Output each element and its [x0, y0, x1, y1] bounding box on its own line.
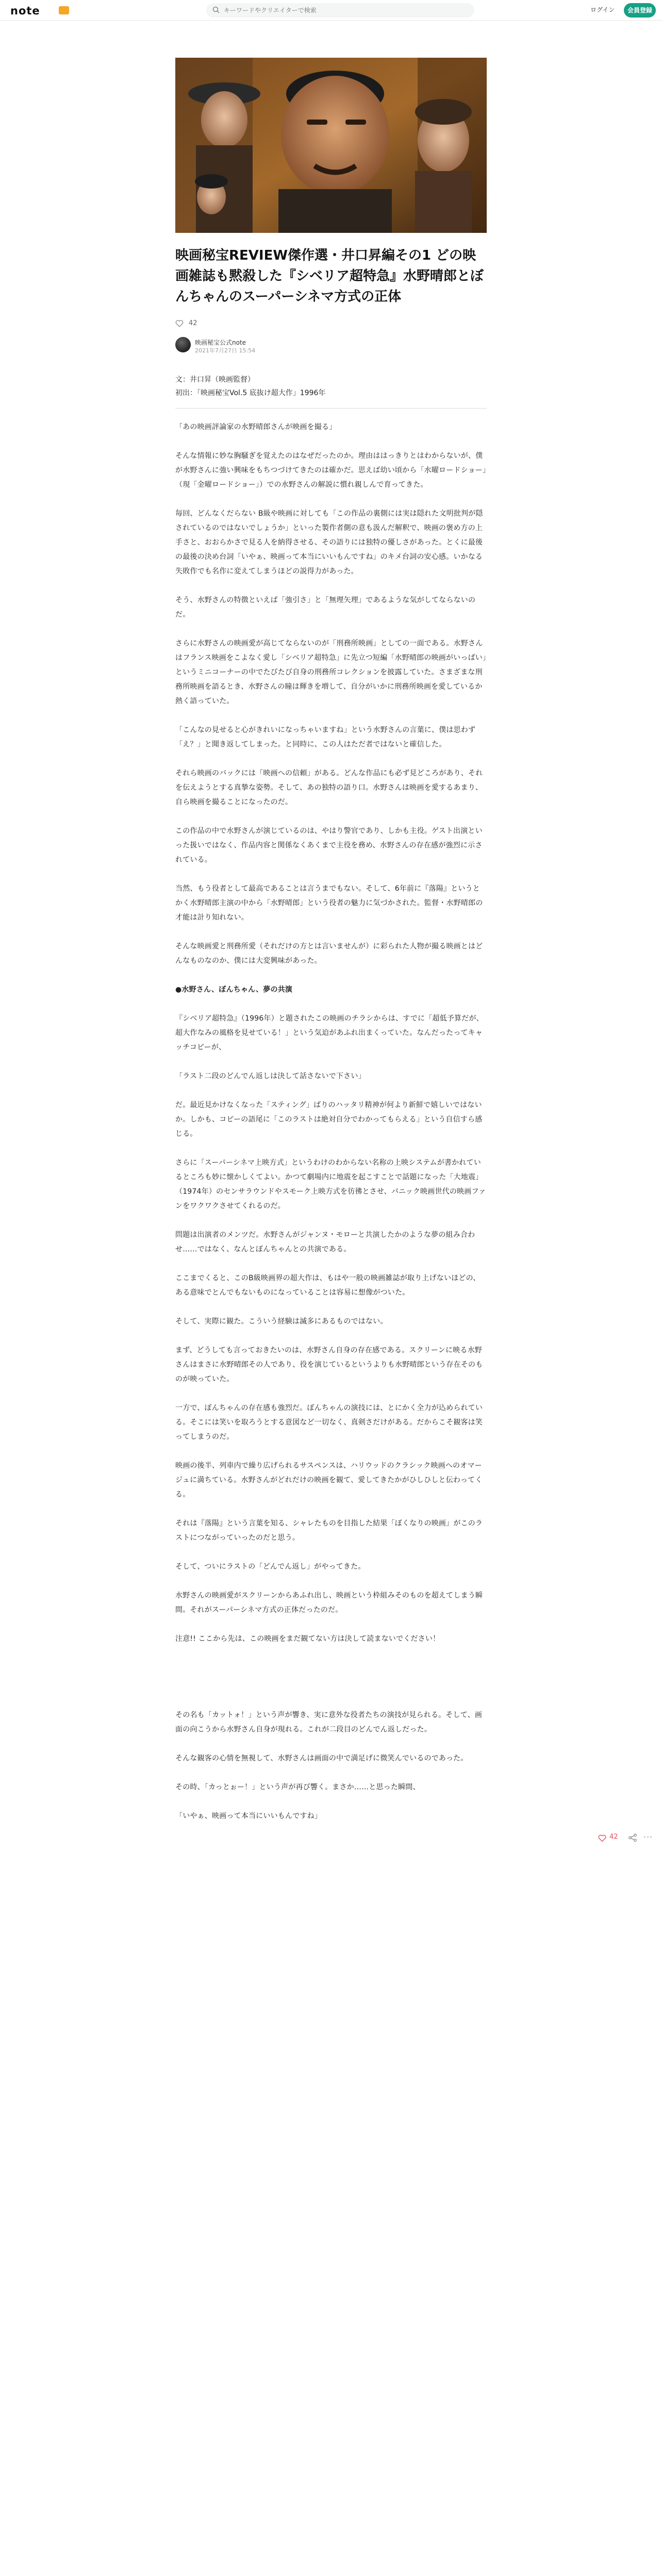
body-paragraph: だ。最近見かけなくなった「スティング」ばりのハッタリ精神が何より新鮮で嬉しいではないか。しかも、コピーの語尾に「このラストは絶対自分でわかってもらえる」という自信すら感じる。 [175, 1101, 483, 1138]
article-body [175, 420, 487, 1823]
body-paragraph: 『シベリア超特急』（1996年）と題されたこの映画のチラシからは、すでに「超低予算だが、超大作なみの風格を見せている！」という気迫があふれ出まくっていた。なんだったってキャッチコピーが、 [175, 1014, 484, 1052]
note-logo[interactable]: note [10, 5, 40, 17]
more-options-icon[interactable]: ··· [643, 1832, 653, 1842]
body-paragraph: そして、ついにラストの「どんでん返し」がやってきた。 [175, 1563, 366, 1571]
hero-poster-art [175, 58, 487, 233]
body-paragraph: まず、どうしても言っておきたいのは、水野さん自身の存在感である。スクリーンに映る水野さんはまさに水野晴郎その人であり、役を演じているというよりも水野晴郎という存在そのものが映っていた。 [175, 1346, 483, 1383]
body-paragraph: 問題は出演者のメンツだ。水野さんがジャンヌ・モローと共演したかのような夢の組み合わせ……ではなく、なんとぼんちゃんとの共演である。 [175, 1231, 475, 1253]
like-heart-icon[interactable] [598, 1834, 606, 1842]
body-paragraph: 「あの映画評論家の水野晴郎さんが映画を撮る」 [175, 423, 337, 431]
body-paragraph: そんな観客の心情を無視して、水野さんは画面の中で満足げに微笑んでいるのであった。 [175, 1754, 468, 1762]
article [175, 245, 487, 1838]
hero-image [175, 58, 487, 233]
spoiler-warning: 注意!! ここから先は、この映画をまだ観てない方は決して読まないでください！ [175, 1635, 440, 1643]
body-paragraph: 一方で、ぼんちゃんの存在感も強烈だ。ぼんちゃんの演技には、とにかく全力が込められている。そこには笑いを取ろうとする意図など一切なく、真剣さだけがある。だからこそ観客は笑ってしまうのだ。 [175, 1404, 483, 1441]
author-row [175, 337, 487, 355]
body-paragraph: 「ラスト二段のどんでん返しは決して話さないで下さい」 [175, 1072, 366, 1080]
body-paragraph: それら映画のバックには「映画への信頼」がある。どんな作品にも必ず見どころがあり、それを伝えようとする真摯な姿勢。そして、あの独特の語り口。水野さんは映画を愛するあまり、自ら映画を撮ることになったのだ。 [175, 769, 483, 806]
search-icon [212, 6, 220, 13]
body-paragraph: ここまでくると、このB級映画界の超大作は、もはや一般の映画雑誌が取り上げないほどの、ある意味でとんでもないものになっていることは容易に想像がついた。 [175, 1274, 481, 1297]
article-title: 映画秘宝REVIEW傑作選・井口昇編その1 どの映画雑誌も黙殺した『シベリア超特急』水野晴郎とぼんちゃんのスーパーシネマ方式の正体 [175, 248, 484, 304]
article-credits [175, 373, 487, 400]
search-input[interactable] [224, 3, 466, 18]
credit-source: 初出：「映画秘宝Vol.5 底抜け超大作」1996年 [175, 389, 326, 397]
body-paragraph: 毎回、どんなくだらない B級や映画に対しても「この作品の裏側には実は隠れた文明批判が隠されているのではないでしょうか」といった製作者側の意も汲んだ解釈で、映画の褒め方の上手さと、おおらかさで見る人を納得させる、その語りには独特の優しさがあった。とくに最後の最後の決め台詞「いやぁ、映画って本当にいいもんですね」のキメ台詞の安心感。いかなる失敗作でも名作に変えてしまうほどの説得力があった。 [175, 510, 483, 575]
body-paragraph: さらに水野さんの映画愛が高じてならないのが「刑務所映画」としての一面である。水野さんはフランス映画をこよなく愛し「シベリア超特急」に先立つ短編「水野晴郎の映画がいっぱい」というミニコーナーの中でたびたび自身の刑務所コレクションを披露していた。さまざまな刑務所映画を語るとき、水野さんの瞳は輝きを増して、自分がいかに刑務所映画を愛しているか熱く語っていた。 [175, 639, 487, 705]
divider [175, 408, 487, 409]
body-paragraph: 「こんなの見せると心がきれいになっちゃいますね」という水野さんの言葉に、僕は思わず「え？」と聞き返してしまった。と同時に、この人はただ者ではないと確信した。 [175, 726, 476, 749]
body-paragraph: そんな情報に妙な胸騒ぎを覚えたのはなぜだったのか。理由ははっきりとはわからないが、僕が水野さんに強い興味をもちつづけてきたのは確かだ。思えば幼い頃から「水曜ロードショー」（現「金曜ロードショー」）での水野さんの解説に慣れ親しんで育ってきた。 [175, 452, 487, 489]
body-paragraph: それは『落陽』という言葉を知る、シャレたものを目指した結果「ぼくなりの映画」がこのラストにつながっていったのだと思う。 [175, 1519, 483, 1542]
body-paragraph: この作品の中で水野さんが演じているのは、やはり警官であり、しかも主役。ゲスト出演といった扱いではなく、作品内容と関係なくあくまで主役を務め、水野さんの存在感が強烈に示されている。 [175, 827, 483, 864]
credit-writer: 文：井口昇（映画監督） [175, 376, 255, 384]
body-paragraph: 映画の後半、列車内で繰り広げられるサスペンスは、ハリウッドのクラシック映画へのオマージュに満ちている。水野さんがどれだけの映画を観て、愛してきたかがひしひしと伝わってくる。 [175, 1462, 483, 1499]
heart-icon[interactable] [175, 319, 184, 328]
body-paragraph: さらに「スーパーシネマ上映方式」というわけのわからない名称の上映システムが書かれているところも妙に懐かしくてよい。かつて劇場内に地震を起こすことで話題になった「大地震」（1974年）のセンサラウンドやスモーク上映方式を彷彿とさせ、パニック映画世代の映画ファンをワクワクさせてくれるのだ。 [175, 1159, 486, 1210]
like-count: 42 [189, 319, 197, 327]
side-like-count: 42 [609, 1833, 618, 1841]
body-paragraph: そして、実際に観た。こういう経験は滅多にあるものではない。 [175, 1317, 388, 1326]
author-avatar[interactable] [175, 337, 191, 352]
search-box[interactable] [206, 3, 474, 18]
body-paragraph: そんな映画愛と刑務所愛（それだけの方とは言いませんが）に彩られた人物が撮る映画とはどんなものなのか、僕には大変興味があった。 [175, 942, 483, 965]
body-paragraph: その時、「カっとぉー！」という声が再び響く。まさか……と思った瞬間、 [175, 1783, 420, 1791]
body-paragraph: その名も「カットォ！」という声が響き、実に意外な役者たちの演技が見られる。そして、画面の向こうから水野さん自身が現れる。これが二段目のどんでん返しだった。 [175, 1711, 483, 1734]
author-name[interactable]: 映画秘宝公式note [195, 339, 246, 346]
side-reactions [598, 1832, 655, 1844]
like-row [175, 318, 487, 330]
body-paragraph: そう、水野さんの特徴といえば「強引さ」と「無理矢理」であるような気がしてならないのだ。 [175, 596, 476, 619]
login-button[interactable]: ログイン [590, 6, 615, 13]
body-paragraph: 水野さんの映画愛がスクリーンからあふれ出し、映画という枠組みそのものを超えてしまう瞬間。それがスーパーシネマ方式の正体だったのだ。 [175, 1591, 483, 1614]
section-heading: ●水野さん、ぼんちゃん、夢の共演 [175, 986, 293, 994]
logo-badge-icon [59, 6, 69, 14]
share-icon[interactable] [628, 1833, 637, 1842]
top-header [0, 0, 662, 21]
body-paragraph: 当然、もう役者として最高であることは言うまでもない。そして、6年前に『落陽』というとかく水野晴郎主演の中から「水野晴郎」という役者の魅力に気づかされた。監督・水野晴郎の才能は計り知れない。 [175, 885, 483, 922]
register-button[interactable]: 会員登録 [624, 3, 656, 18]
post-date: 2021年7月27日 15:54 [195, 347, 256, 354]
body-paragraph: 「いやぁ、映画って本当にいいもんですね」 [175, 1812, 322, 1820]
